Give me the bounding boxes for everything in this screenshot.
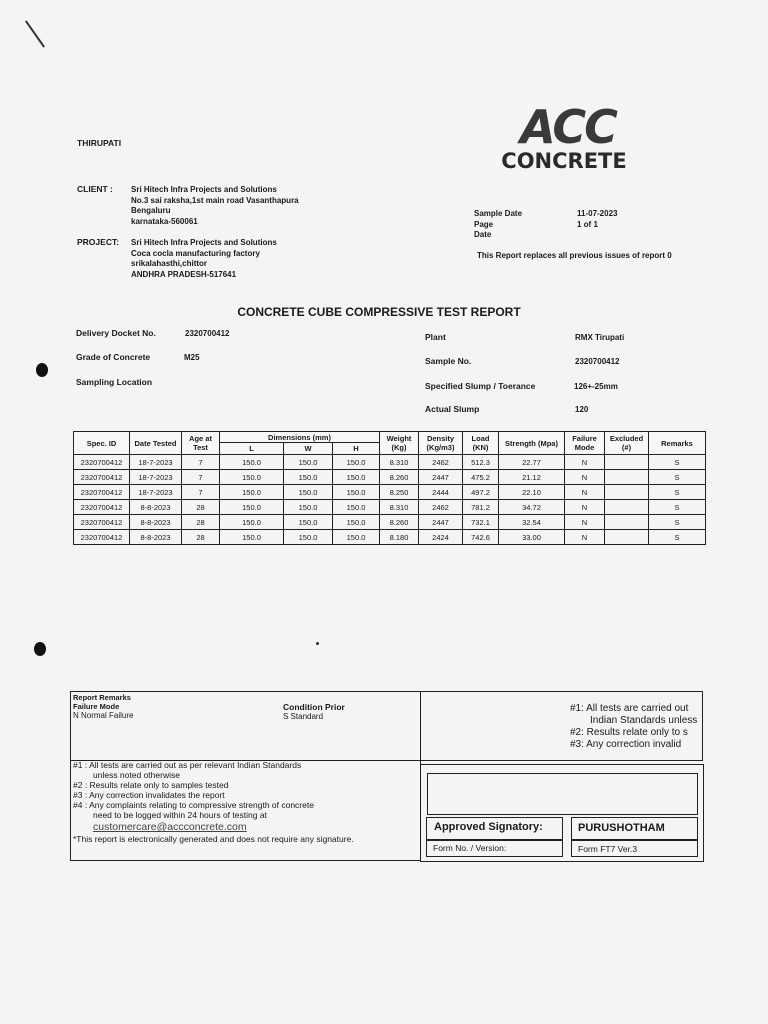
cell-excluded [605, 530, 649, 545]
table-row [74, 455, 706, 470]
failure-mode-value: N Normal Failure [73, 711, 134, 720]
right-note: Indian Standards unless [590, 715, 698, 726]
cell-age: 7 [182, 485, 220, 500]
report-title: CONCRETE CUBE COMPRESSIVE TEST REPORT [237, 305, 521, 319]
cell-age: 28 [182, 515, 220, 530]
cell-weight: 8.310 [380, 455, 419, 470]
page-value: 1 of 1 [577, 219, 598, 229]
cell-date-tested: 8-8-2023 [130, 500, 182, 515]
footnote-1: #1 : All tests are carried out as per relevant Indian Standards [73, 760, 302, 770]
cell-excluded [605, 500, 649, 515]
col-excluded: Excluded (#) [605, 432, 649, 455]
sample-no-label: Sample No. [425, 356, 472, 366]
report-remarks-box [70, 691, 421, 761]
col-failure-mode: Failure Mode [565, 432, 605, 455]
cell-date-tested: 18-7-2023 [130, 485, 182, 500]
cell-age: 7 [182, 470, 220, 485]
col-load: Load (KN) [463, 432, 499, 455]
footnotes-box [70, 760, 421, 861]
page-label: Page [474, 219, 494, 229]
cell-width: 150.0 [284, 530, 333, 545]
cell-spec-id: 2320700412 [74, 485, 130, 500]
cell-spec-id: 2320700412 [74, 470, 130, 485]
col-h: H [333, 443, 380, 455]
cell-length: 150.0 [220, 515, 284, 530]
cell-date-tested: 8-8-2023 [130, 515, 182, 530]
signatory-label-cell [426, 817, 563, 840]
condition-prior-value: S Standard [283, 712, 324, 721]
cell-age: 7 [182, 455, 220, 470]
footnote-2: #2 : Results relate only to samples tested [73, 780, 229, 790]
delivery-docket-label: Delivery Docket No. [76, 328, 156, 338]
cell-remarks: S [649, 530, 706, 545]
meta-labels [474, 209, 522, 241]
table-row [74, 530, 706, 545]
replaces-note: This Report replaces all previous issues of report 0 [477, 251, 672, 260]
col-dimensions: Dimensions (mm) [220, 432, 380, 443]
punch-hole [36, 363, 48, 377]
cell-load: 742.6 [463, 530, 499, 545]
right-note: #3: Any correction invalid [570, 739, 682, 750]
client-label: CLIENT : [77, 184, 113, 194]
cell-load: 732.1 [463, 515, 499, 530]
cell-remarks: S [649, 515, 706, 530]
cell-length: 150.0 [220, 470, 284, 485]
cell-failure-mode: N [565, 515, 605, 530]
slump-value: 126+-25mm [574, 382, 618, 391]
cell-density: 2462 [419, 500, 463, 515]
col-weight: Weight (Kg) [380, 432, 419, 455]
cell-length: 150.0 [220, 485, 284, 500]
project-line: Sri Hitech Infra Projects and Solutions [131, 238, 277, 247]
col-w: W [284, 443, 333, 455]
cell-height: 150.0 [333, 470, 380, 485]
cell-length: 150.0 [220, 530, 284, 545]
cell-load: 781.2 [463, 500, 499, 515]
signatory-label: Approved Signatory: [434, 821, 543, 833]
grade-value: M25 [184, 353, 200, 362]
cell-failure-mode: N [565, 530, 605, 545]
project-address [131, 238, 277, 280]
cell-spec-id: 2320700412 [74, 530, 130, 545]
punch-hole [34, 642, 46, 656]
client-line: Bengaluru [131, 206, 171, 215]
cell-strength: 22.10 [499, 485, 565, 500]
cell-load: 512.3 [463, 455, 499, 470]
right-remarks-box [420, 691, 703, 761]
cell-width: 150.0 [284, 515, 333, 530]
cell-weight: 8.310 [380, 500, 419, 515]
cell-density: 2462 [419, 455, 463, 470]
cell-remarks: S [649, 455, 706, 470]
col-spec-id: Spec. ID [74, 432, 130, 455]
cell-width: 150.0 [284, 470, 333, 485]
project-line: srikalahasthi,chittor [131, 259, 208, 268]
cell-height: 150.0 [333, 455, 380, 470]
cell-spec-id: 2320700412 [74, 500, 130, 515]
signatory-name: PURUSHOTHAM [578, 822, 665, 834]
project-label: PROJECT: [77, 237, 120, 247]
meta-values [577, 209, 617, 230]
table-row [74, 500, 706, 515]
table-row [74, 470, 706, 485]
right-note: #1: All tests are carried out [570, 703, 689, 714]
cell-age: 28 [182, 530, 220, 545]
client-line: karnataka-560061 [131, 216, 198, 226]
condition-prior-label: Condition Prior [283, 702, 345, 712]
cell-length: 150.0 [220, 500, 284, 515]
speck-dot [316, 642, 319, 645]
cell-remarks: S [649, 485, 706, 500]
col-l: L [220, 443, 284, 455]
actual-slump-value: 120 [575, 405, 589, 414]
table-row [74, 515, 706, 530]
cell-remarks: S [649, 500, 706, 515]
delivery-docket-value: 2320700412 [185, 329, 230, 338]
plant-label: Plant [425, 332, 446, 342]
plant-value: RMX Tirupati [575, 333, 625, 342]
cell-age: 28 [182, 500, 220, 515]
col-remarks: Remarks [649, 432, 706, 455]
cell-height: 150.0 [333, 530, 380, 545]
cell-width: 150.0 [284, 485, 333, 500]
project-line: Coca cocla manufacturing factory [131, 248, 260, 258]
cell-failure-mode: N [565, 470, 605, 485]
acc-logo [498, 100, 638, 173]
client-line: Sri Hitech Infra Projects and Solutions [131, 185, 277, 194]
cell-strength: 33.00 [499, 530, 565, 545]
grade-label: Grade of Concrete [76, 352, 151, 362]
cell-width: 150.0 [284, 455, 333, 470]
date-label: Date [474, 230, 492, 239]
slump-label: Specified Slump / Toerance [425, 381, 536, 391]
test-results-table [73, 431, 706, 545]
client-line: No.3 sai raksha,1st main road Vasanthapura [131, 195, 299, 205]
cell-failure-mode: N [565, 500, 605, 515]
col-age: Age at Test [182, 432, 220, 455]
cell-height: 150.0 [333, 500, 380, 515]
sample-no-value: 2320700412 [575, 357, 620, 366]
logo-sub: CONCRETE [501, 149, 627, 173]
logo-brand: ACC [520, 100, 616, 154]
cell-excluded [605, 515, 649, 530]
signatory-box [420, 764, 704, 862]
cell-density: 2424 [419, 530, 463, 545]
form-value: Form FT7 Ver.3 [578, 844, 638, 854]
col-strength: Strength (Mpa) [499, 432, 565, 455]
cell-height: 150.0 [333, 485, 380, 500]
cell-date-tested: 18-7-2023 [130, 455, 182, 470]
signatory-name-cell [571, 817, 698, 840]
form-label-cell [426, 840, 563, 857]
footnote-4b: need to be logged within 24 hours of testing at [93, 810, 267, 820]
client-address [131, 185, 299, 227]
col-date-tested: Date Tested [130, 432, 182, 455]
cell-weight: 8.260 [380, 470, 419, 485]
cell-strength: 21.12 [499, 470, 565, 485]
actual-slump-label: Actual Slump [425, 404, 480, 414]
cell-excluded [605, 455, 649, 470]
signature-area [427, 773, 698, 815]
cell-remarks: S [649, 470, 706, 485]
cell-width: 150.0 [284, 500, 333, 515]
col-density: Density (Kg/m3) [419, 432, 463, 455]
form-label: Form No. / Version: [433, 843, 507, 853]
cell-strength: 34.72 [499, 500, 565, 515]
customer-care-email-link[interactable]: customercare@accconcrete.com [93, 821, 247, 833]
cell-strength: 22.77 [499, 455, 565, 470]
cell-failure-mode: N [565, 485, 605, 500]
cell-excluded [605, 485, 649, 500]
cell-length: 150.0 [220, 455, 284, 470]
cell-density: 2447 [419, 515, 463, 530]
cell-load: 497.2 [463, 485, 499, 500]
cell-density: 2444 [419, 485, 463, 500]
failure-mode-label: Failure Mode [73, 702, 120, 711]
cell-date-tested: 18-7-2023 [130, 470, 182, 485]
sampling-location-label: Sampling Location [76, 377, 153, 387]
cell-weight: 8.250 [380, 485, 419, 500]
form-value-cell [571, 840, 698, 857]
cell-density: 2447 [419, 470, 463, 485]
footnote-1b: unless noted otherwise [93, 770, 180, 780]
right-note: #2: Results relate only to s [570, 727, 688, 738]
cell-weight: 8.180 [380, 530, 419, 545]
project-line: ANDHRA PRADESH-517641 [131, 269, 237, 279]
cell-spec-id: 2320700412 [74, 515, 130, 530]
cell-height: 150.0 [333, 515, 380, 530]
pen-stroke-mark [25, 20, 45, 47]
electronic-note: *This report is electronically generated and does not require any signature. [73, 834, 354, 844]
cell-spec-id: 2320700412 [74, 455, 130, 470]
cell-weight: 8.260 [380, 515, 419, 530]
cell-excluded [605, 470, 649, 485]
cell-strength: 32.54 [499, 515, 565, 530]
footnote-3: #3 : Any correction invalidates the report [73, 790, 225, 800]
table-row [74, 485, 706, 500]
footnote-4: #4 : Any complaints relating to compressive strength of concrete [73, 800, 314, 810]
sample-date-label: Sample Date [474, 209, 523, 218]
cell-date-tested: 8-8-2023 [130, 530, 182, 545]
cell-load: 475.2 [463, 470, 499, 485]
cell-failure-mode: N [565, 455, 605, 470]
location-label: THIRUPATI [77, 138, 122, 148]
remarks-title: Report Remarks [73, 693, 131, 702]
sample-date-value: 11-07-2023 [577, 209, 618, 218]
